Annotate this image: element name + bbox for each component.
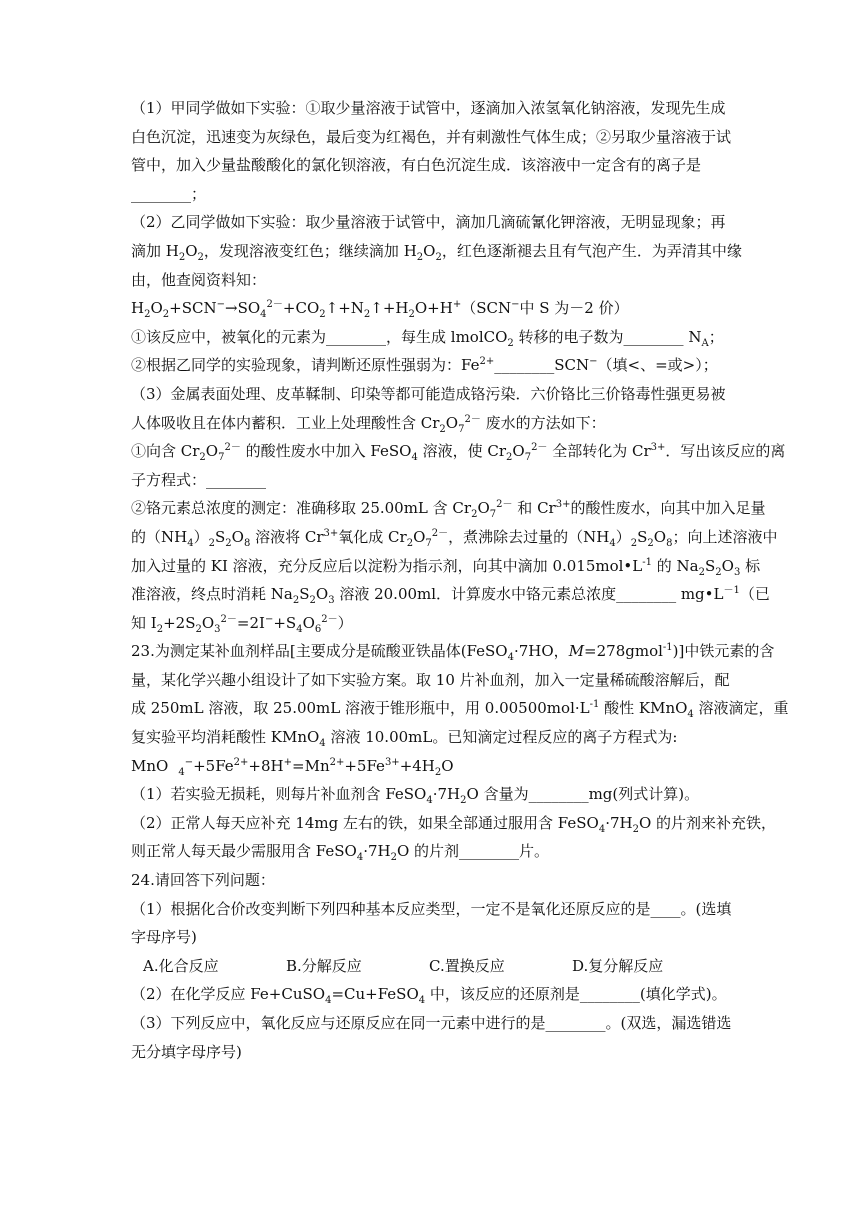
q22-part3-s2-line1 [131, 494, 766, 523]
text: ↑+H [370, 299, 409, 318]
text: （填<、=或>）； [597, 356, 718, 375]
text: O [315, 585, 329, 604]
text: H [131, 299, 145, 318]
subscript: 4 [178, 766, 185, 778]
q23-line4 [131, 723, 731, 752]
superscript: 2+ [233, 756, 249, 768]
superscript: －1 [723, 585, 740, 597]
text: +SCN [169, 299, 217, 318]
option-c: C.置换反应 [429, 956, 505, 975]
subscript: 2 [632, 823, 639, 835]
text: O [185, 241, 198, 260]
superscript: − [184, 756, 194, 768]
text: S [299, 585, 310, 604]
text: ） [615, 527, 631, 546]
superscript: − [264, 613, 274, 625]
text: O [231, 527, 244, 546]
q23-line3 [131, 694, 789, 723]
q22-part2-line2 [131, 237, 742, 266]
text: MnO [131, 756, 169, 775]
text: 成 250mL 溶液，取 25.00mL 溶液于锥形瓶中，用 0.00500mol·L [131, 699, 590, 718]
subscript: 4 [356, 852, 364, 864]
text: O 含量为________mg(列式计算)。 [466, 785, 700, 804]
subscript: 2 [292, 595, 300, 607]
text: （1）若实验无损耗，则每片补血剂含 FeSO [131, 785, 427, 804]
text: O [512, 442, 525, 461]
q24-part1-line2: 字母序号) [131, 928, 197, 947]
subscript: 2 [406, 537, 414, 549]
text: O [205, 442, 219, 461]
text: ·7H [605, 813, 633, 832]
subscript: 2 [208, 537, 215, 549]
q22-part1-line3: 管中，加入少量盐酸酸化的氯化钡溶液，有白色沉淀生成．该溶液中一定含有的离子是 [131, 156, 702, 175]
subscript: 4 [687, 709, 694, 721]
q22-sub1 [131, 323, 731, 352]
superscript: 2－ [224, 442, 241, 454]
subscript: 2 [197, 251, 204, 263]
text: ，发现溶液变红色；继续滴加 H [203, 241, 417, 260]
q22-part3-s2-line2 [131, 523, 778, 552]
text: O [302, 613, 315, 632]
superscript: -1 [589, 699, 600, 711]
subscript: 4 [411, 452, 418, 464]
text: （2）在化学反应 Fe+CuSO [131, 985, 326, 1004]
text: O [721, 556, 734, 575]
q22-sub2 [131, 351, 731, 380]
text: ；向上述溶液中 [672, 527, 778, 546]
text: +8H [248, 756, 284, 775]
q24-title: 24.请回答下列问题： [131, 871, 275, 890]
superscript: 3+ [555, 499, 571, 511]
text: 加入过量的 KI 溶液，充分反应后以淀粉为指示剂，向其中滴加 0.015mol•L [131, 556, 643, 575]
q24-part3-line1: （3）下列反应中，氧化反应与还原反应在同一元素中进行的是________。(双选，漏选错选 [131, 1014, 732, 1032]
text: O [445, 413, 459, 432]
text: 的酸性废水中加入 FeSO [240, 442, 412, 461]
q23-part1 [131, 780, 731, 809]
text: O 的片剂________片。 [396, 842, 550, 861]
text: ②根据乙同学的实验现象，请判断还原性强弱为：Fe [131, 356, 480, 375]
q23-line2: 量，某化学兴趣小组设计了如下实验方案。取 10 片补血剂，加入一定量稀硫酸溶解后，配 [131, 670, 730, 689]
text: ①向含 Cr [131, 442, 200, 461]
subscript: 2 [715, 566, 722, 578]
subscript: 2 [162, 309, 170, 321]
text: 溶液 10.00mL。已知滴定过程反应的离子方程式为: [325, 728, 678, 747]
text: =278gmol [584, 642, 663, 661]
text: ·7HO， [513, 642, 569, 661]
subscript: 7 [218, 452, 225, 464]
subscript: 7 [425, 537, 432, 549]
text: O [653, 527, 667, 546]
text: ↑+N [325, 299, 364, 318]
subscript: 2 [363, 309, 371, 321]
text: 溶液，使 Cr [417, 442, 506, 461]
superscript: 2－ [531, 442, 548, 454]
subscript: 8 [666, 537, 673, 549]
q22-part1-line1: （1）甲同学做如下实验：①取少量溶液于试管中，逐滴加入浓氢氧化钠溶液，发现先生成 [131, 99, 726, 117]
superscript: 3+ [650, 442, 666, 454]
superscript: 2－ [431, 527, 449, 539]
text: O 的片剂来补充铁， [638, 813, 777, 832]
text: （SCN [461, 299, 512, 318]
text: 溶液将 Cr [250, 527, 324, 546]
superscript: − [511, 299, 520, 311]
text: O [441, 756, 454, 775]
q22-part1-line4: ________； [131, 184, 207, 203]
q23-ionic-equation [131, 752, 731, 781]
document-body [131, 94, 789, 1066]
subscript: 2 [390, 852, 397, 864]
text: ．写出该反应的离 [665, 442, 786, 461]
text: ） [193, 527, 209, 546]
subscript: 2 [647, 537, 654, 549]
subscript: A [701, 337, 709, 349]
subscript: 2 [178, 251, 186, 263]
subscript: 4 [325, 995, 332, 1007]
text: =Cu+FeSO [331, 985, 419, 1004]
text: O [150, 299, 163, 318]
superscript: 2－ [220, 613, 237, 625]
text: ·7H [432, 785, 461, 804]
text: ） [337, 613, 353, 632]
text: （已 [739, 585, 770, 604]
text: ________SCN [494, 356, 590, 375]
text: O [477, 499, 490, 518]
subscript: 2 [156, 623, 164, 635]
text: ，煮沸除去过量的（NH [448, 527, 610, 546]
subscript: 2 [460, 795, 467, 807]
text: S [214, 527, 226, 546]
superscript: 2+ [329, 756, 345, 768]
text: 废水的方法如下： [480, 413, 606, 432]
text: S [637, 527, 648, 546]
text: 准溶液，终点时消耗 Na [131, 585, 293, 604]
text: ①该反应中，被氧化的元素为________，每生成 lmolCO [131, 327, 508, 346]
q22-part3-s2-line4 [131, 580, 770, 609]
q24-part3-line2: 无分填字母序号) [131, 1042, 242, 1061]
subscript: 4 [319, 738, 326, 750]
text: ②铬元素总浓度的测定：准确移取 25.00mL 含 Cr [131, 499, 472, 518]
q22-part2-line3: 由，他查阅资料知： [131, 270, 267, 289]
italic-m: M [568, 642, 585, 661]
text: +5Fe [344, 756, 385, 775]
text: =2I [236, 613, 265, 632]
text: 中，该反应的还原剂是________(填化学式)。 [425, 985, 727, 1004]
text: +2S [163, 613, 196, 632]
q24-part2 [131, 980, 731, 1009]
subscript: 2 [225, 537, 232, 549]
text: +S [273, 613, 297, 632]
subscript: 4 [598, 823, 606, 835]
text: )]中铁元素的含 [672, 642, 775, 661]
subscript: 7 [524, 452, 532, 464]
superscript: + [283, 756, 293, 768]
subscript: 2 [439, 423, 446, 435]
q23-part2-line2 [131, 837, 731, 866]
subscript: 4 [296, 623, 303, 635]
text: 的 Na [652, 556, 699, 575]
text: 的（NH [131, 527, 188, 546]
text: O [201, 613, 215, 632]
subscript: 2 [195, 623, 202, 635]
subscript: 4 [418, 995, 426, 1007]
option-a: A.化合反应 [143, 956, 219, 975]
subscript: 4 [260, 309, 267, 321]
text: 人体吸收且在体内蓄积．工业上处理酸性含 Cr [131, 413, 440, 432]
subscript: 2 [507, 337, 514, 349]
text: O+H [414, 299, 453, 318]
superscript: 2－ [496, 499, 513, 511]
q22-part3-s2-line5 [131, 609, 731, 638]
superscript: + [452, 299, 462, 311]
q22-part3-line1: （3）金属表面处理、皮革鞣制、印染等都可能造成铬污染．六价铬比三价铬毒性强更易被 [131, 384, 726, 403]
text: +4H [399, 756, 435, 775]
text: ，红色逐渐褪去且有气泡产生．为弄清其中缘 [441, 241, 742, 260]
text: 滴加 H [131, 241, 179, 260]
subscript: 7 [489, 509, 497, 521]
subscript: 3 [733, 566, 741, 578]
text: →SO [225, 299, 261, 318]
subscript: 2 [435, 251, 442, 263]
superscript: 2－ [464, 413, 481, 425]
subscript: 2 [506, 452, 513, 464]
q23-line1 [131, 637, 775, 666]
text: 全部转化为 Cr [547, 442, 651, 461]
superscript: 2+ [479, 356, 495, 368]
text: 中 S 为－2 价） [519, 299, 629, 318]
superscript: − [589, 356, 598, 368]
subscript: 2 [416, 251, 424, 263]
subscript: 4 [187, 537, 194, 549]
text: 和 Cr [512, 499, 556, 518]
text: 溶液 20.00ml．计算废水中铬元素总浓度________ mg•L [334, 585, 724, 604]
q22-part3-s2-line3 [131, 552, 761, 581]
subscript: 6 [314, 623, 322, 635]
text: 氧化成 Cr [338, 527, 407, 546]
subscript: 2 [408, 309, 415, 321]
text: 酸性 KMnO [599, 699, 688, 718]
subscript: 2 [434, 766, 442, 778]
text: S [704, 556, 716, 575]
text: 溶液滴定，重 [693, 699, 789, 718]
subscript: 4 [507, 652, 514, 664]
text: 知 I [131, 613, 157, 632]
q22-part1-line2: 白色沉淀，迅速变为灰绿色，最后变为红褐色，并有刺激性气体生成；②另取少量溶液于试 [131, 127, 732, 146]
superscript: 3+ [384, 756, 400, 768]
superscript: -1 [642, 556, 652, 568]
text: +5Fe [193, 756, 234, 775]
subscript: 2 [630, 537, 638, 549]
subscript: 2 [199, 452, 206, 464]
subscript: 4 [426, 795, 433, 807]
superscript: 2－ [321, 613, 338, 625]
option-d: D.复分解反应 [572, 956, 664, 975]
text: 复实验平均消耗酸性 KMnO [131, 728, 320, 747]
subscript: 3 [328, 595, 335, 607]
subscript: 2 [144, 309, 151, 321]
text: 的酸性废水，向其中加入足量 [570, 499, 766, 518]
q22-part3-s1-line1 [131, 437, 786, 466]
q22-part3-s1-line2: 子方程式：________ [131, 470, 267, 489]
superscript: − [216, 299, 225, 311]
reaction-equation [131, 294, 731, 323]
text: 标 [740, 556, 761, 575]
text: 则正常人每天最少需服用含 FeSO [131, 842, 357, 861]
q24-options [131, 952, 731, 981]
text: O [413, 527, 426, 546]
option-b: B.分解反应 [286, 956, 362, 975]
text: 23.为测定某补血剂样品[主要成分是硫酸亚铁晶体(FeSO [131, 642, 508, 661]
text: 转移的电子数为________ N [513, 327, 702, 346]
subscript: 2 [698, 566, 705, 578]
subscript: 2 [471, 509, 478, 521]
superscript: 3+ [323, 527, 339, 539]
subscript: 7 [458, 423, 465, 435]
subscript: 4 [609, 537, 616, 549]
superscript: 2－ [266, 299, 283, 311]
subscript: 2 [319, 309, 326, 321]
text: +CO [282, 299, 320, 318]
q22-part3-line2 [131, 409, 731, 438]
subscript: 2 [309, 595, 316, 607]
q22-part2-line1: （2）乙同学做如下实验：取少量溶液于试管中，滴加几滴硫氰化钾溶液，无明显现象；再 [131, 213, 726, 232]
text: O [423, 241, 436, 260]
q24-part1-line1: （1）根据化合价改变判断下列四种基本反应类型，一定不是氧化还原反应的是____。(选填 [131, 899, 732, 918]
text: =Mn [292, 756, 330, 775]
subscript: 3 [214, 623, 221, 635]
text: （2）正常人每天应补充 14mg 左右的铁，如果全部通过服用含 FeSO [131, 813, 599, 832]
superscript: -1 [662, 642, 673, 654]
text: ； [708, 327, 724, 346]
subscript: 8 [243, 537, 251, 549]
text: ·7H [363, 842, 391, 861]
q23-part2-line1 [131, 809, 777, 838]
